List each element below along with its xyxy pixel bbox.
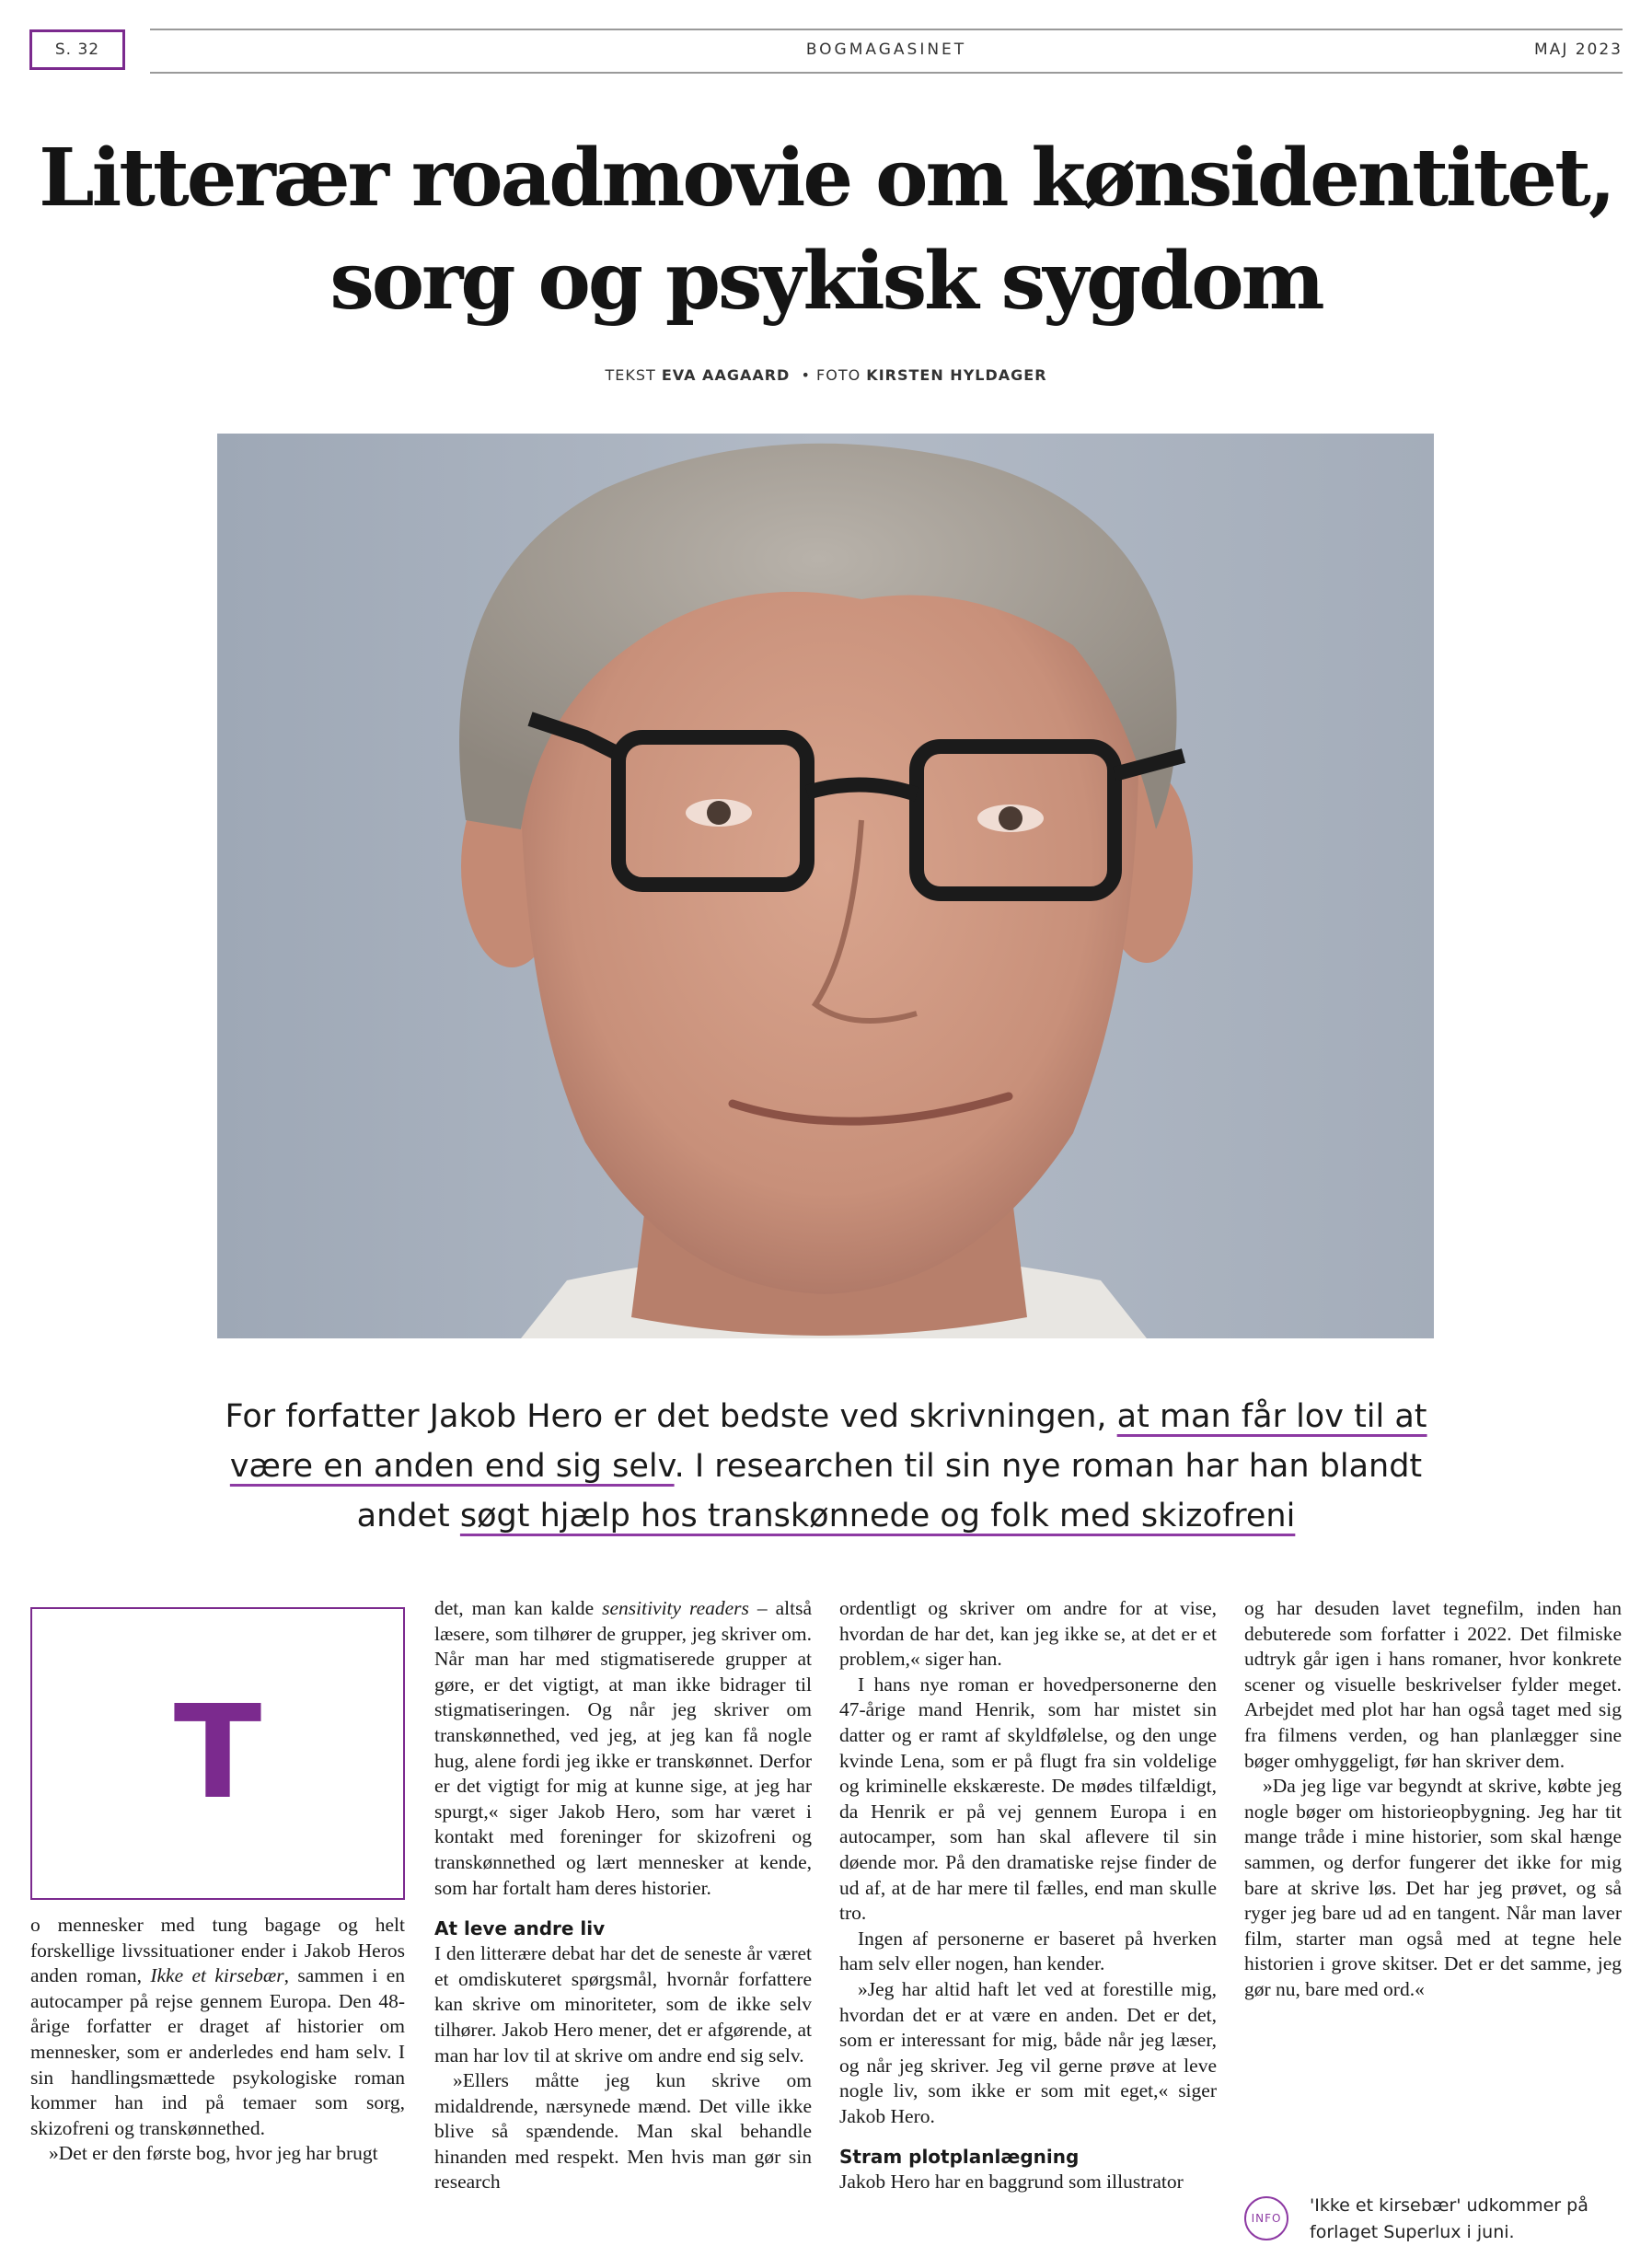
column-1 (30, 1913, 405, 2167)
byline-author: EVA AAGAARD (661, 366, 791, 384)
column-2 (434, 1596, 812, 2195)
subheading: Stram plotplanlægning (839, 2146, 1080, 2169)
byline-separator: • (801, 366, 811, 384)
title-line-2: sorg og psykisk sygdom (329, 235, 1323, 328)
lead-text-2: . I researchen til sin nye roman har han blandt andet (356, 1448, 1423, 1534)
paragraph (30, 1913, 405, 2141)
drop-cap-letter: T (173, 1678, 262, 1828)
lead-text-1: For forfatter Jakob Hero er det bedste ved skrivningen, (225, 1398, 1117, 1435)
italic-term: sensitivity readers (602, 1597, 749, 1619)
paragraph: »Jeg har altid haft let ved at forestille mig, hvordan det er at være en anden. Det er det, som er interessant for mig, både når jeg læser, og når jeg skriver. Jeg vil gerne prøve at leve nogle liv, som ikke er som mit eget,« siger Jakob Hero. (839, 1977, 1217, 2127)
lead-highlight-2: søgt hjælp hos transkønnede og folk med skizofreni (459, 1498, 1296, 1534)
paragraph: I den litterære debat har det de seneste år været et omdiskuteret spørgsmål, hvornår forfattere kan skrive om minoriteter, som de ikke selv tilhører. Jakob Hero mener, det er afgørende, at man har lov til at skrive om andre end sig selv. (434, 1942, 812, 2067)
paragraph: Jakob Hero har en baggrund som illustrator (839, 2171, 1184, 2194)
subheading: At leve andre liv (434, 1917, 606, 1940)
byline (0, 366, 1652, 384)
paragraph-text: o mennesker med tung bagage og helt forskellige livssituationer ender i Jakob Heros anden roman, (30, 1914, 405, 1987)
info-icon: INFO (1244, 2196, 1288, 2240)
paragraph: ordentligt og skriver om andre for at vise, hvordan de har det, kan jeg ikke se, at det er et problem,« siger han. (839, 1597, 1217, 1671)
issue-date: MAJ 2023 (1534, 41, 1623, 59)
paragraph (434, 1596, 812, 1901)
paragraph: »Det er den første bog, hvor jeg har brugt (49, 2142, 378, 2165)
page-number-badge: S. 32 (29, 29, 125, 70)
book-title: Ikke et kirsebær (150, 1964, 284, 1987)
byline-text-label: TEKST (605, 366, 656, 384)
paragraph: »Ellers måtte jeg kun skrive om midaldrende, nærsynede mænd. Det ville ikke blive så spændende. Man skal behandle hinanden med respekt. Men hvis man gør sin research (434, 2069, 812, 2194)
magazine-name: BOGMAGASINET (805, 41, 967, 59)
paragraph-text: , sammen i en autocamper på rejse gennem Europa. Den 48-årige forfatter er draget af historier om mennesker, som er anderledes end ham selv. I sin handlingsmættede psykologiske roman kommer han ind på temaer som sorg, skizofreni og transkønnethed. (30, 1964, 406, 2139)
lead-highlight-1: at man får lov til at være en anden end sig selv (229, 1398, 1427, 1485)
portrait-illustration (217, 434, 1434, 1338)
paragraph: og har desuden lavet tegnefilm, inden han debuterede som forfatter i 2022. Det filmiske udtryk går igen i hans romaner, hvor konkrete scener og visuelle beskrivelser fylder meget. Arbejdet med plot har han også taget med sig fra filmens verden, og han planlægger sine bøger omhyggeligt, før han skriver dem. (1244, 1597, 1622, 1772)
author-portrait-photo (217, 434, 1434, 1338)
article-lead (202, 1392, 1450, 1541)
info-text: 'Ikke et kirsebær' udkommer på forlaget Superlux i juni. (1310, 2195, 1588, 2242)
paragraph: I hans nye roman er hovedpersonerne den 47-årige mand Henrik, som har mistet sin datter og er ramt af skyldfølelse, og den unge kvinde Lena, som er på flugt fra sin voldelige og kriminelle ekskæreste. De mødes tilfældigt, da Henrik er på vej gennem Europa i en autocamper, som han skal aflevere til sin døende mor. På den dramatiske rejse finder de ud af, at de har mere til fælles, end man skulle tro. (839, 1673, 1217, 1925)
paragraph: Ingen af personerne er baseret på hverken ham selv eller nogen, han kender. (839, 1927, 1217, 1975)
header-rule-bottom (150, 72, 1623, 74)
title-line-1: Litterær roadmovie om kønsidentitet, (39, 132, 1613, 225)
column-4 (1244, 1596, 1622, 2003)
paragraph-text: – altså læsere, som tilhører de grupper, jeg skriver om. Når man har med stigmatiserede grupper at gøre, er det vigtigt, at man ikke bidrager til stigmatiseringen. Og når jeg skriver om transkønnethed, ved jeg, at jeg kan få nogle hug, alene fordi jeg ikke er transkønnet. Derfor er det vigtigt for mig at kunne sige, at jeg har spurgt,« siger Jakob Hero, som har været i kontakt med foreninger for skizofreni og transkønnethed og lært mennesker at kende, som har fortalt ham deres historier. (434, 1597, 812, 1899)
column-3 (839, 1596, 1217, 2195)
byline-photo-label: FOTO (816, 366, 861, 384)
paragraph: »Da jeg lige var begyndt at skrive, købte jeg nogle bøger om historieopbygning. Jeg har tit mange tråde i mine historier, som skal hænge sammen, og derfor fungerer det ikke for mig bare at skrive løs. Det har jeg prøvet, og så ryger jeg bare ud ad en tangent. Når man laver film, starter man også med at tegne hele historien i grove skitser. Det er det samme, jeg gør nu, bare med ord.« (1244, 1775, 1622, 2000)
paragraph-text: det, man kan kalde (434, 1597, 603, 1619)
article-title (0, 127, 1652, 333)
header-rule-top (150, 29, 1623, 30)
drop-cap-box (30, 1607, 405, 1900)
byline-photographer: KIRSTEN HYLDAGER (866, 366, 1047, 384)
